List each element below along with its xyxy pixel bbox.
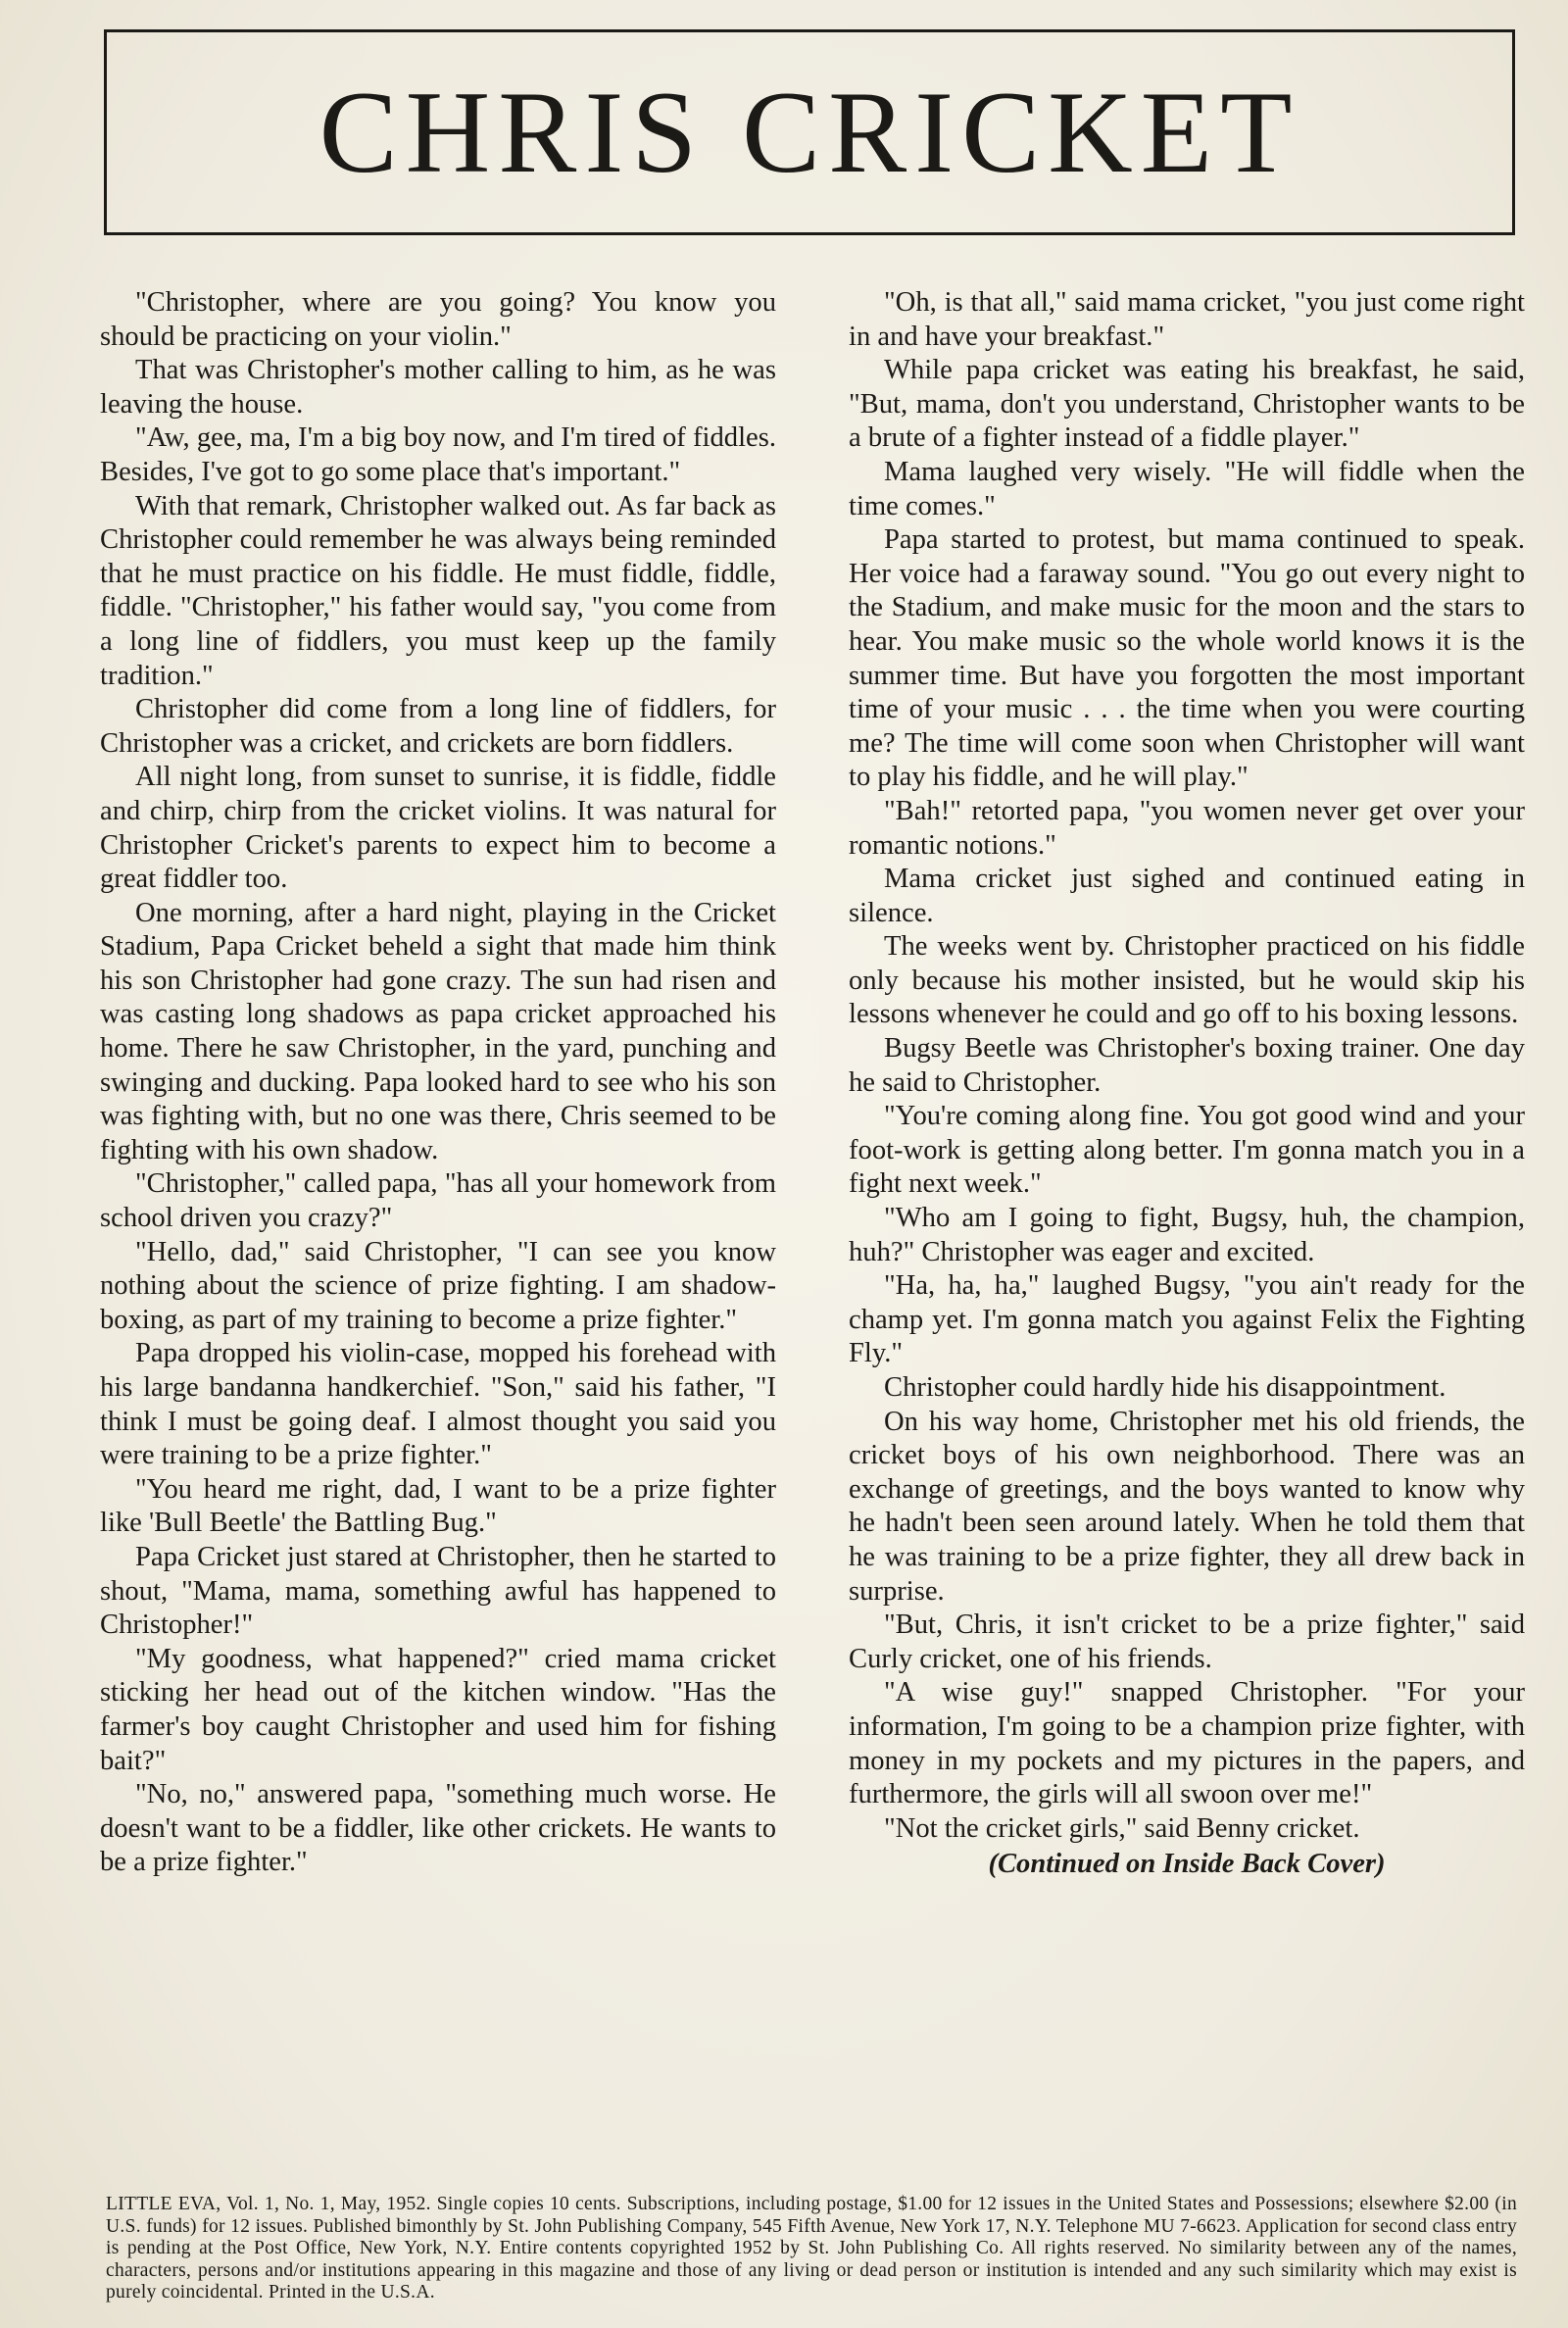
paragraph: That was Christopher's mother calling to him, as he was leaving the house.: [100, 355, 776, 420]
paragraph: One morning, after a hard night, playing in the Cricket Stadium, Papa Cricket beheld a sight that made him think his son Christopher had gone crazy. The sun had risen and was casting long shadows as papa cricket approached his home. There he saw Christopher, in the yard, punching and swinging and ducking. Papa looked hard to see who his son was fighting with, but no one was there, Chris seemed to be fighting with his own shadow.: [100, 897, 776, 1165]
paragraph: "Christopher," called papa, "has all your homework from school driven you crazy?": [100, 1168, 776, 1234]
story-title: CHRIS CRICKET: [318, 67, 1300, 197]
paragraph: "No, no," answered papa, "something much worse. He doesn't want to be a fiddler, like other crickets. He wants to be a prize fighter.": [100, 1779, 776, 1878]
paragraph: Papa dropped his violin-case, mopped his forehead with his large bandanna handkerchief. "Son," said his father, "I think I must be going deaf. I almost thought you said you were training to be a prize fighter.": [100, 1338, 776, 1471]
paragraph: "Christopher, where are you going? You know you should be practicing on your violin.": [100, 287, 776, 352]
paragraph: "Who am I going to fight, Bugsy, huh, the champion, huh?" Christopher was eager and excited.: [849, 1203, 1525, 1267]
paragraph: "Not the cricket girls," said Benny cricket.: [884, 1812, 1360, 1844]
paragraph: "A wise guy!" snapped Christopher. "For your information, I'm going to be a champion prize fighter, with money in my pockets and my pictures in the papers, and furthermore, the girls will all swoon over me!": [849, 1677, 1525, 1810]
paragraph: Christopher could hardly hide his disappointment.: [884, 1372, 1446, 1403]
title-box: [104, 29, 1515, 235]
paragraph: Mama cricket just sighed and continued eating in silence.: [849, 864, 1525, 928]
paragraph: Christopher did come from a long line of fiddlers, for Christopher was a cricket, and crickets are born fiddlers.: [100, 694, 776, 759]
paragraph: "You're coming along fine. You got good wind and your foot-work is getting along better. I'm gonna match you in a fight next week.": [849, 1101, 1525, 1200]
paragraph: Papa Cricket just stared at Christopher, then he started to shout, "Mama, mama, something awful has happened to Christopher!": [100, 1541, 776, 1641]
paragraph: While papa cricket was eating his breakfast, he said, "But, mama, don't you understand, Christopher wants to be a brute of a fighter instead of a fiddle player.": [849, 355, 1525, 454]
paragraph: Papa started to protest, but mama continued to speak. Her voice had a faraway sound. "You go out every night to the Stadium, and make music for the moon and the stars to hear. You make music so the whole world knows it is the summer time. But have you forgotten the most important time of your music . . . the time when you were courting me? The time will come soon when Christopher will want to play his fiddle, and he will play.": [849, 524, 1525, 793]
paragraph: Bugsy Beetle was Christopher's boxing trainer. One day he said to Christopher.: [849, 1033, 1525, 1098]
paragraph: "My goodness, what happened?" cried mama cricket sticking her head out of the kitchen window. "Has the farmer's boy caught Christopher and used him for fishing bait?": [100, 1643, 776, 1776]
publication-indicia: LITTLE EVA, Vol. 1, No. 1, May, 1952. Single copies 10 cents. Subscriptions, including postage, $1.00 for 12 issues in the United States and Possessions; elsewhere $2.00 (in U.S. funds) for 12 issues. Published bimonthly by St. John Publishing Company, 545 Fifth Avenue, New York 17, N.Y. Telephone MU 7-6623. Application for second class entry is pending at the Post Office, New York, N.Y. Entire contents copyrighted 1952 by St. John Publishing Co. All rights reserved. No similarity between any of the names, characters, persons and/or institutions appearing in this magazine and those of any living or dead person or institution is intended and any such similarity which may exist is purely coincidental. Printed in the U.S.A.: [106, 2194, 1517, 2303]
paragraph: With that remark, Christopher walked out. As far back as Christopher could remember he was always being reminded that he must practice on his fiddle. He must fiddle, fiddle, fiddle. "Christopher," his father would say, "you come from a long line of fiddlers, you must keep up the family tradition.": [100, 490, 776, 691]
paragraph: All night long, from sunset to sunrise, it is fiddle, fiddle and chirp, chirp from the cricket violins. It was natural for Christopher Cricket's parents to expect him to become a great fiddler too.: [100, 762, 776, 895]
paragraph: On his way home, Christopher met his old friends, the cricket boys of his own neighborhood. There was an exchange of greetings, and the boys wanted to know why he hadn't been seen around lately. When he told them that he was training to be a prize fighter, they all drew back in surprise.: [849, 1406, 1525, 1607]
left-column: [100, 286, 776, 1880]
paragraph: "But, Chris, it isn't cricket to be a prize fighter," said Curly cricket, one of his friends.: [849, 1610, 1525, 1674]
paragraph: "Aw, gee, ma, I'm a big boy now, and I'm tired of fiddles. Besides, I've got to go some place that's important.": [100, 422, 776, 487]
paragraph: "You heard me right, dad, I want to be a prize fighter like 'Bull Beetle' the Battling Bug.": [100, 1473, 776, 1539]
paragraph: "Bah!" retorted papa, "you women never get over your romantic notions.": [849, 795, 1525, 861]
right-column: [849, 286, 1525, 1882]
paragraph: "Ha, ha, ha," laughed Bugsy, "you ain't ready for the champ yet. I'm gonna match you against Felix the Fighting Fly.": [849, 1270, 1525, 1369]
paragraph: "Hello, dad," said Christopher, "I can see you know nothing about the science of prize fighting. I am shadow-boxing, as part of my training to become a prize fighter.": [100, 1236, 776, 1335]
paragraph: Mama laughed very wisely. "He will fiddle when the time comes.": [849, 456, 1525, 521]
continued-note: (Continued on Inside Back Cover): [988, 1849, 1386, 1880]
paragraph: The weeks went by. Christopher practiced on his fiddle only because his mother insisted, but he would skip his lessons whenever he could and go off to his boxing lessons.: [849, 931, 1525, 1030]
paragraph: "Oh, is that all," said mama cricket, "you just come right in and have your breakfast.": [849, 287, 1525, 352]
